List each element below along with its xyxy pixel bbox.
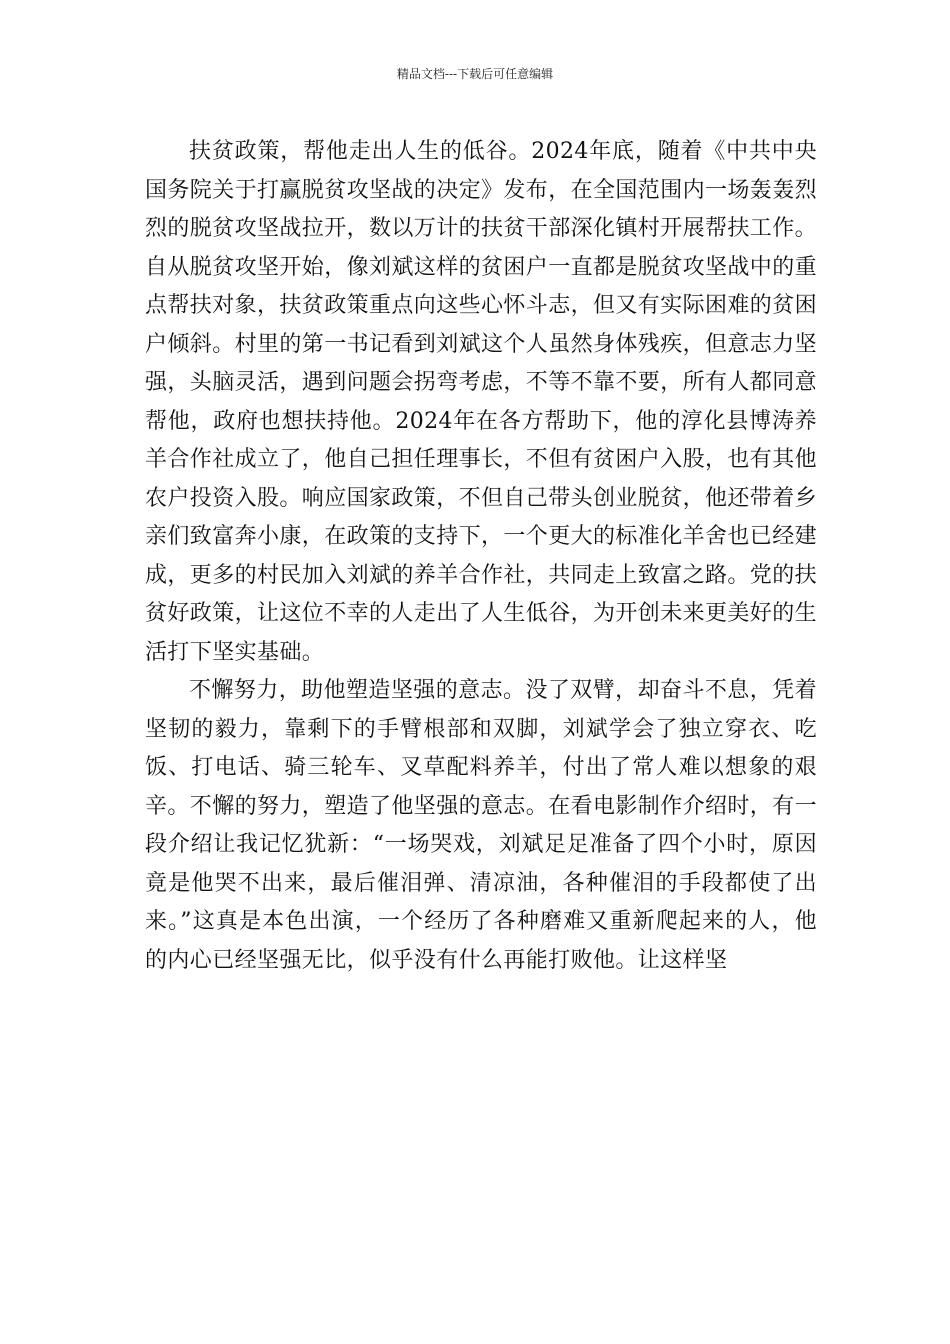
paragraph: 扶贫政策，帮他走出人生的低谷。2024年底，随着《中共中央国务院关于打赢脱贫攻坚战的决定》发布，在全国范围内一场轰轰烈烈的脱贫攻坚战拉开，数以万计的扶贫干部深化镇村开展帮扶工作。自从脱贫攻坚开始，像刘斌这样的贫困户一直都是脱贫攻坚战中的重点帮扶对象，扶贫政策重点向这些心怀斗志，但又有实际困难的贫困户倾斜。村里的第一书记看到刘斌这个人虽然身体残疾，但意志力坚强，头脑灵活，遇到问题会拐弯考虑，不等不靠不要，所有人都同意帮他，政府也想扶持他。2024年在各方帮助下，他的淳化县博涛养羊合作社成立了，他自己担任理事长，不但有贫困户入股，也有其他农户投资入股。响应国家政策，不但自己带头创业脱贫，他还带着乡亲们致富奔小康，在政策的支持下，一个更大的标准化羊舍也已经建成，更多的村民加入刘斌的养羊合作社，共同走上致富之路。党的扶贫好政策，让这位不幸的人走出了人生低谷，为开创未来更美好的生活打下坚实基础。 (145, 139, 818, 665)
body-text (145, 133, 817, 980)
paragraph: 不懈努力，助他塑造坚强的意志。没了双臂，却奋斗不息，凭着坚韧的毅力，靠剩下的手臂根部和双脚，刘斌学会了独立穿衣、吃饭、打电话、骑三轮车、叉草配料养羊，付出了常人难以想象的艰辛。不懈的努力，塑造了他坚强的意志。在看电影制作介绍时，有一段介绍让我记忆犹新：“一场哭戏，刘斌足足准备了四个小时，原因竟是他哭不出来，最后催泪弹、清凉油，各种催泪的手段都使了出来。”这真是本色出演，一个经历了各种磨难又重新爬起来的人，他的内心已经坚强无比，似乎没有什么再能打败他。让这样坚 (145, 678, 818, 973)
page-header: 精品文档---下载后可任意编辑 (396, 67, 554, 81)
